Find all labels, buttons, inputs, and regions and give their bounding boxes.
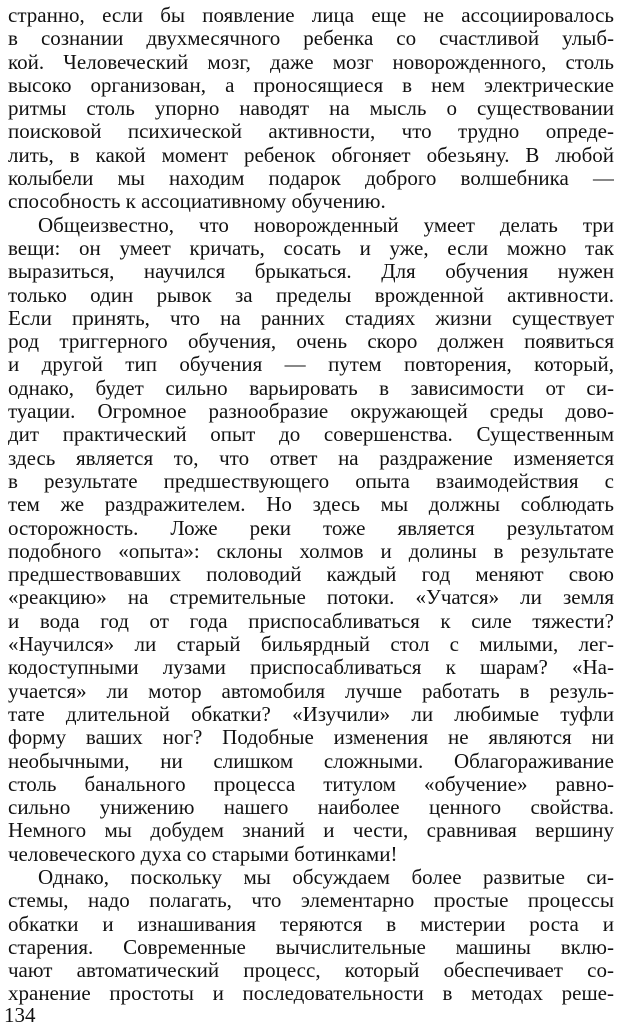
text-line: Общеизвестно, что новорожденный умеет делать три: [38, 213, 614, 237]
page-number: 134: [4, 1003, 36, 1027]
text-line: подобного «опыта»: склоны холмов и долины в результате: [8, 539, 614, 563]
paragraph-3: [8, 866, 614, 1006]
text-line: «реакцию» на стремительные потоки. «Учатся» ли земля: [8, 586, 614, 610]
text-line: Немного мы добудем знаний и чести, сравнивая вершину: [8, 819, 614, 843]
text-line: туации. Огромное разнообразие окружающей среды дово-: [8, 400, 614, 424]
text-line: старения. Современные вычислительные машины вклю-: [8, 935, 614, 959]
text-line: необычными, ни слишком сложными. Облагораживание: [8, 749, 614, 773]
text-line: столь банального процесса титулом «обучение» равно-: [8, 772, 614, 796]
text-line: предшествовавших половодий каждый год меняют свою: [8, 563, 614, 587]
text-line: тате длительной обкатки? «Изучили» ли любимые туфли: [8, 702, 614, 726]
text-line: поисковой психической активности, что трудно опреде-: [8, 120, 614, 144]
paragraph-1: [8, 4, 614, 214]
text-line: обкатки и изнашивания теряются в мистерии роста и: [8, 912, 614, 936]
text-line: и вода год от года приспосабливаться к силе тяжести?: [8, 609, 614, 633]
text-line: вещи: он умеет кричать, сосать и уже, если можно так: [8, 236, 614, 260]
text-line: стемы, надо полагать, что элементарно простые процессы: [8, 889, 614, 913]
text-line: здесь является то, что ответ на раздражение изменяется: [8, 446, 614, 470]
text-line: в результате предшествующего опыта взаимодействия с: [8, 469, 614, 493]
text-line: сильно унижению нашего наиболее ценного свойства.: [8, 796, 614, 820]
text-line: и другой тип обучения — путем повторения, который,: [8, 353, 614, 377]
text-line: дит практический опыт до совершенства. Существенным: [8, 423, 614, 447]
text-line: однако, будет сильно варьировать в зависимости от си-: [8, 376, 614, 400]
text-line: только один рывок за пределы врожденной активности.: [8, 283, 614, 307]
text-line: кодоступными лузами приспосабливаться к шарам? «На-: [8, 656, 614, 680]
text-line: высоко организован, а проносящиеся в нем электрические: [8, 73, 614, 97]
text-line: выразиться, научился брыкаться. Для обучения нужен: [8, 260, 614, 284]
text-line: Если принять, что на ранних стадиях жизни существует: [8, 306, 614, 330]
text-line: «Научился» ли старый бильярдный стол с милыми, лег-: [8, 633, 614, 657]
text-line: способность к ассоциативному обучению.: [8, 190, 386, 214]
text-line: странно, если бы появление лица еще не ассоциировалось: [8, 4, 614, 27]
text-line: учается» ли мотор автомобиля лучше работать в резуль-: [8, 679, 614, 703]
text-line: кой. Человеческий мозг, даже мозг новорожденного, столь: [8, 50, 614, 74]
text-line: род триггерного обучения, очень скоро должен появиться: [8, 330, 614, 354]
text-line: колыбели мы находим подарок доброго волшебника —: [8, 167, 614, 191]
text-line: чают автоматический процесс, который обеспечивает со-: [8, 959, 614, 983]
text-line: лить, в какой момент ребенок обгоняет обезьяну. В любой: [8, 143, 614, 167]
text-line: ритмы столь упорно наводят на мысль о существовании: [8, 97, 614, 121]
text-line: осторожность. Ложе реки тоже является результатом: [8, 516, 614, 540]
text-line: Однако, поскольку мы обсуждаем более развитые си-: [38, 865, 614, 889]
text-line: хранение простоты и последовательности в методах реше-: [8, 982, 614, 1006]
text-line: форму ваших ног? Подобные изменения не являются ни: [8, 726, 614, 750]
text-line: человеческого духа со старыми ботинками!: [8, 842, 398, 866]
paragraph-2: [8, 214, 614, 866]
text-line: в сознании двухмесячного ребенка со счастливой улыб-: [8, 27, 614, 51]
text-line: тем же раздражителем. Но здесь мы должны соблюдать: [8, 493, 614, 517]
